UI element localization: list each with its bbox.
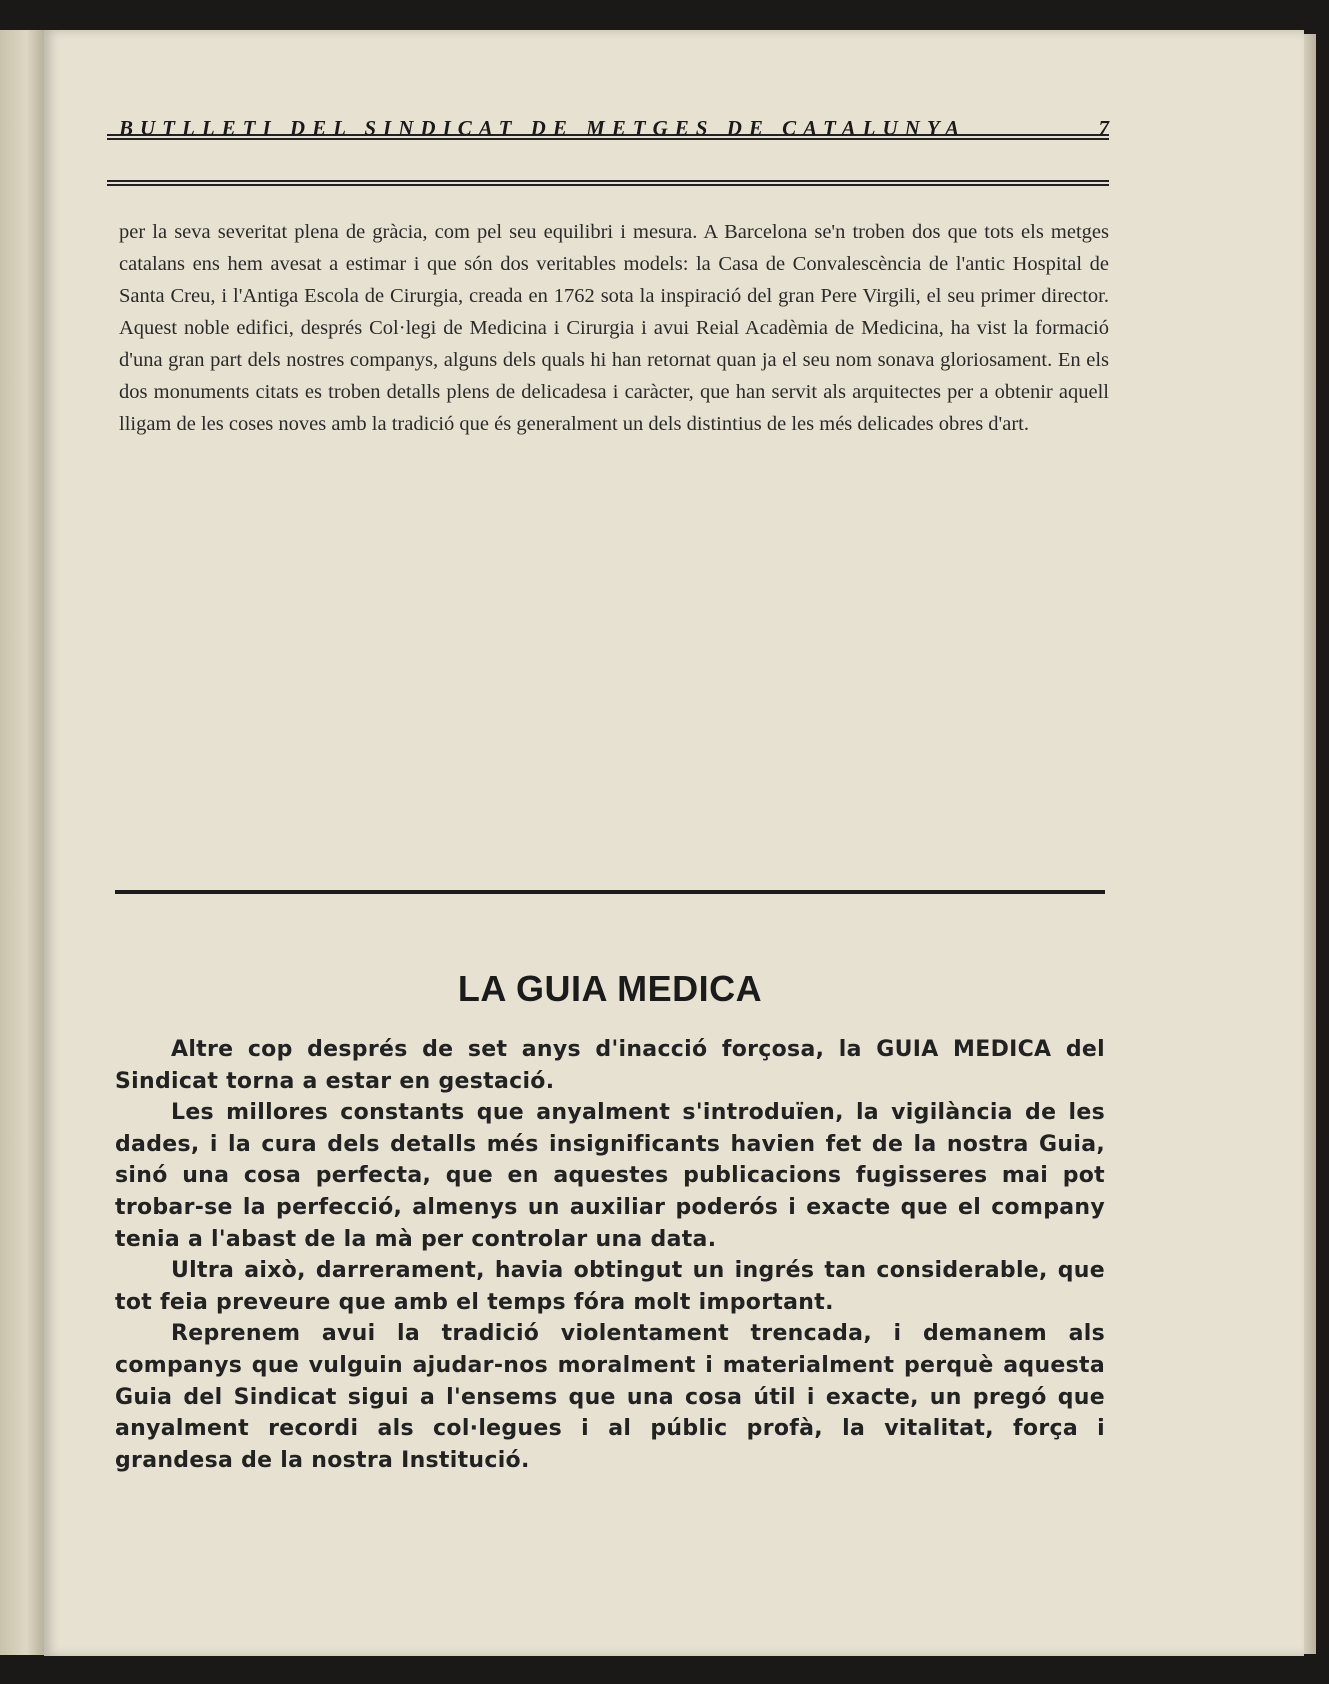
journal-title: BUTLLETI DEL SINDICAT DE METGES DE CATALUNYA (119, 115, 967, 140)
article-paragraph-4: Reprenem avui la tradició violentament trencada, i demanem als companys que vulguin ajudar-nos moralment i materialment perquè aquesta Guia del Sindicat sigui a l'ensems que una cosa útil i exacte, un pregó que anyalment recordi als col·legues i al públic profà, la vitalitat, força i grandesa de la nostra Institució. (115, 1321, 1105, 1473)
page-number: 7 (1098, 115, 1109, 140)
intro-text (119, 216, 1109, 440)
left-page-edge (0, 30, 44, 1655)
article-body (115, 1034, 1105, 1476)
article-paragraph-2: Les millores constants que anyalment s'introduïen, la vigilància de les dades, i la cura dels detalls més insignificants havien fet de la nostra Guia, sinó una cosa perfecta, que en aquestes publicacions fugisseres mai pot trobar-se la perfecció, almenys un auxiliar poderós i exacte que el company tenia a l'abast de la mà per controlar una data. (115, 1100, 1105, 1252)
article-paragraph-1: Altre cop després de set anys d'inacció forçosa, la GUIA MEDICA del Sindicat torna a estar en gestació. (115, 1037, 1105, 1094)
header-bottom-rule (107, 180, 1109, 186)
section-divider (115, 890, 1105, 894)
page-stack-edge (1304, 34, 1316, 1654)
intro-paragraph: per la seva severitat plena de gràcia, com pel seu equilibri i mesura. A Barcelona se'n troben dos que tots els metges catalans ens hem avesat a estimar i que són dos veritables models: la Casa de Convalescència de l'antic Hospital de Santa Creu, i l'Antiga Escola de Cirurgia, creada en 1762 sota la inspiració del gran Pere Virgili, el seu primer director. Aquest noble edifici, després Col·legi de Medicina i Cirurgia i avui Reial Acadèmia de Medicina, ha vist la formació d'una gran part dels nostres companys, alguns dels quals hi han retornat quan ja el seu nom sonava gloriosament. En els dos monuments citats es troben detalls plens de delicadesa i caràcter, que han servit als arquitectes per a obtenir aquell lligam de les coses noves amb la tradició que és generalment un dels distintius de les més delicades obres d'art. (119, 221, 1109, 435)
article-title: LA GUIA MEDICA (457, 968, 763, 1009)
running-head (119, 113, 1109, 143)
article-paragraph-3: Ultra això, darrerament, havia obtingut un ingrés tan considerable, que tot feia preveure que amb el temps fóra molt important. (115, 1258, 1105, 1315)
